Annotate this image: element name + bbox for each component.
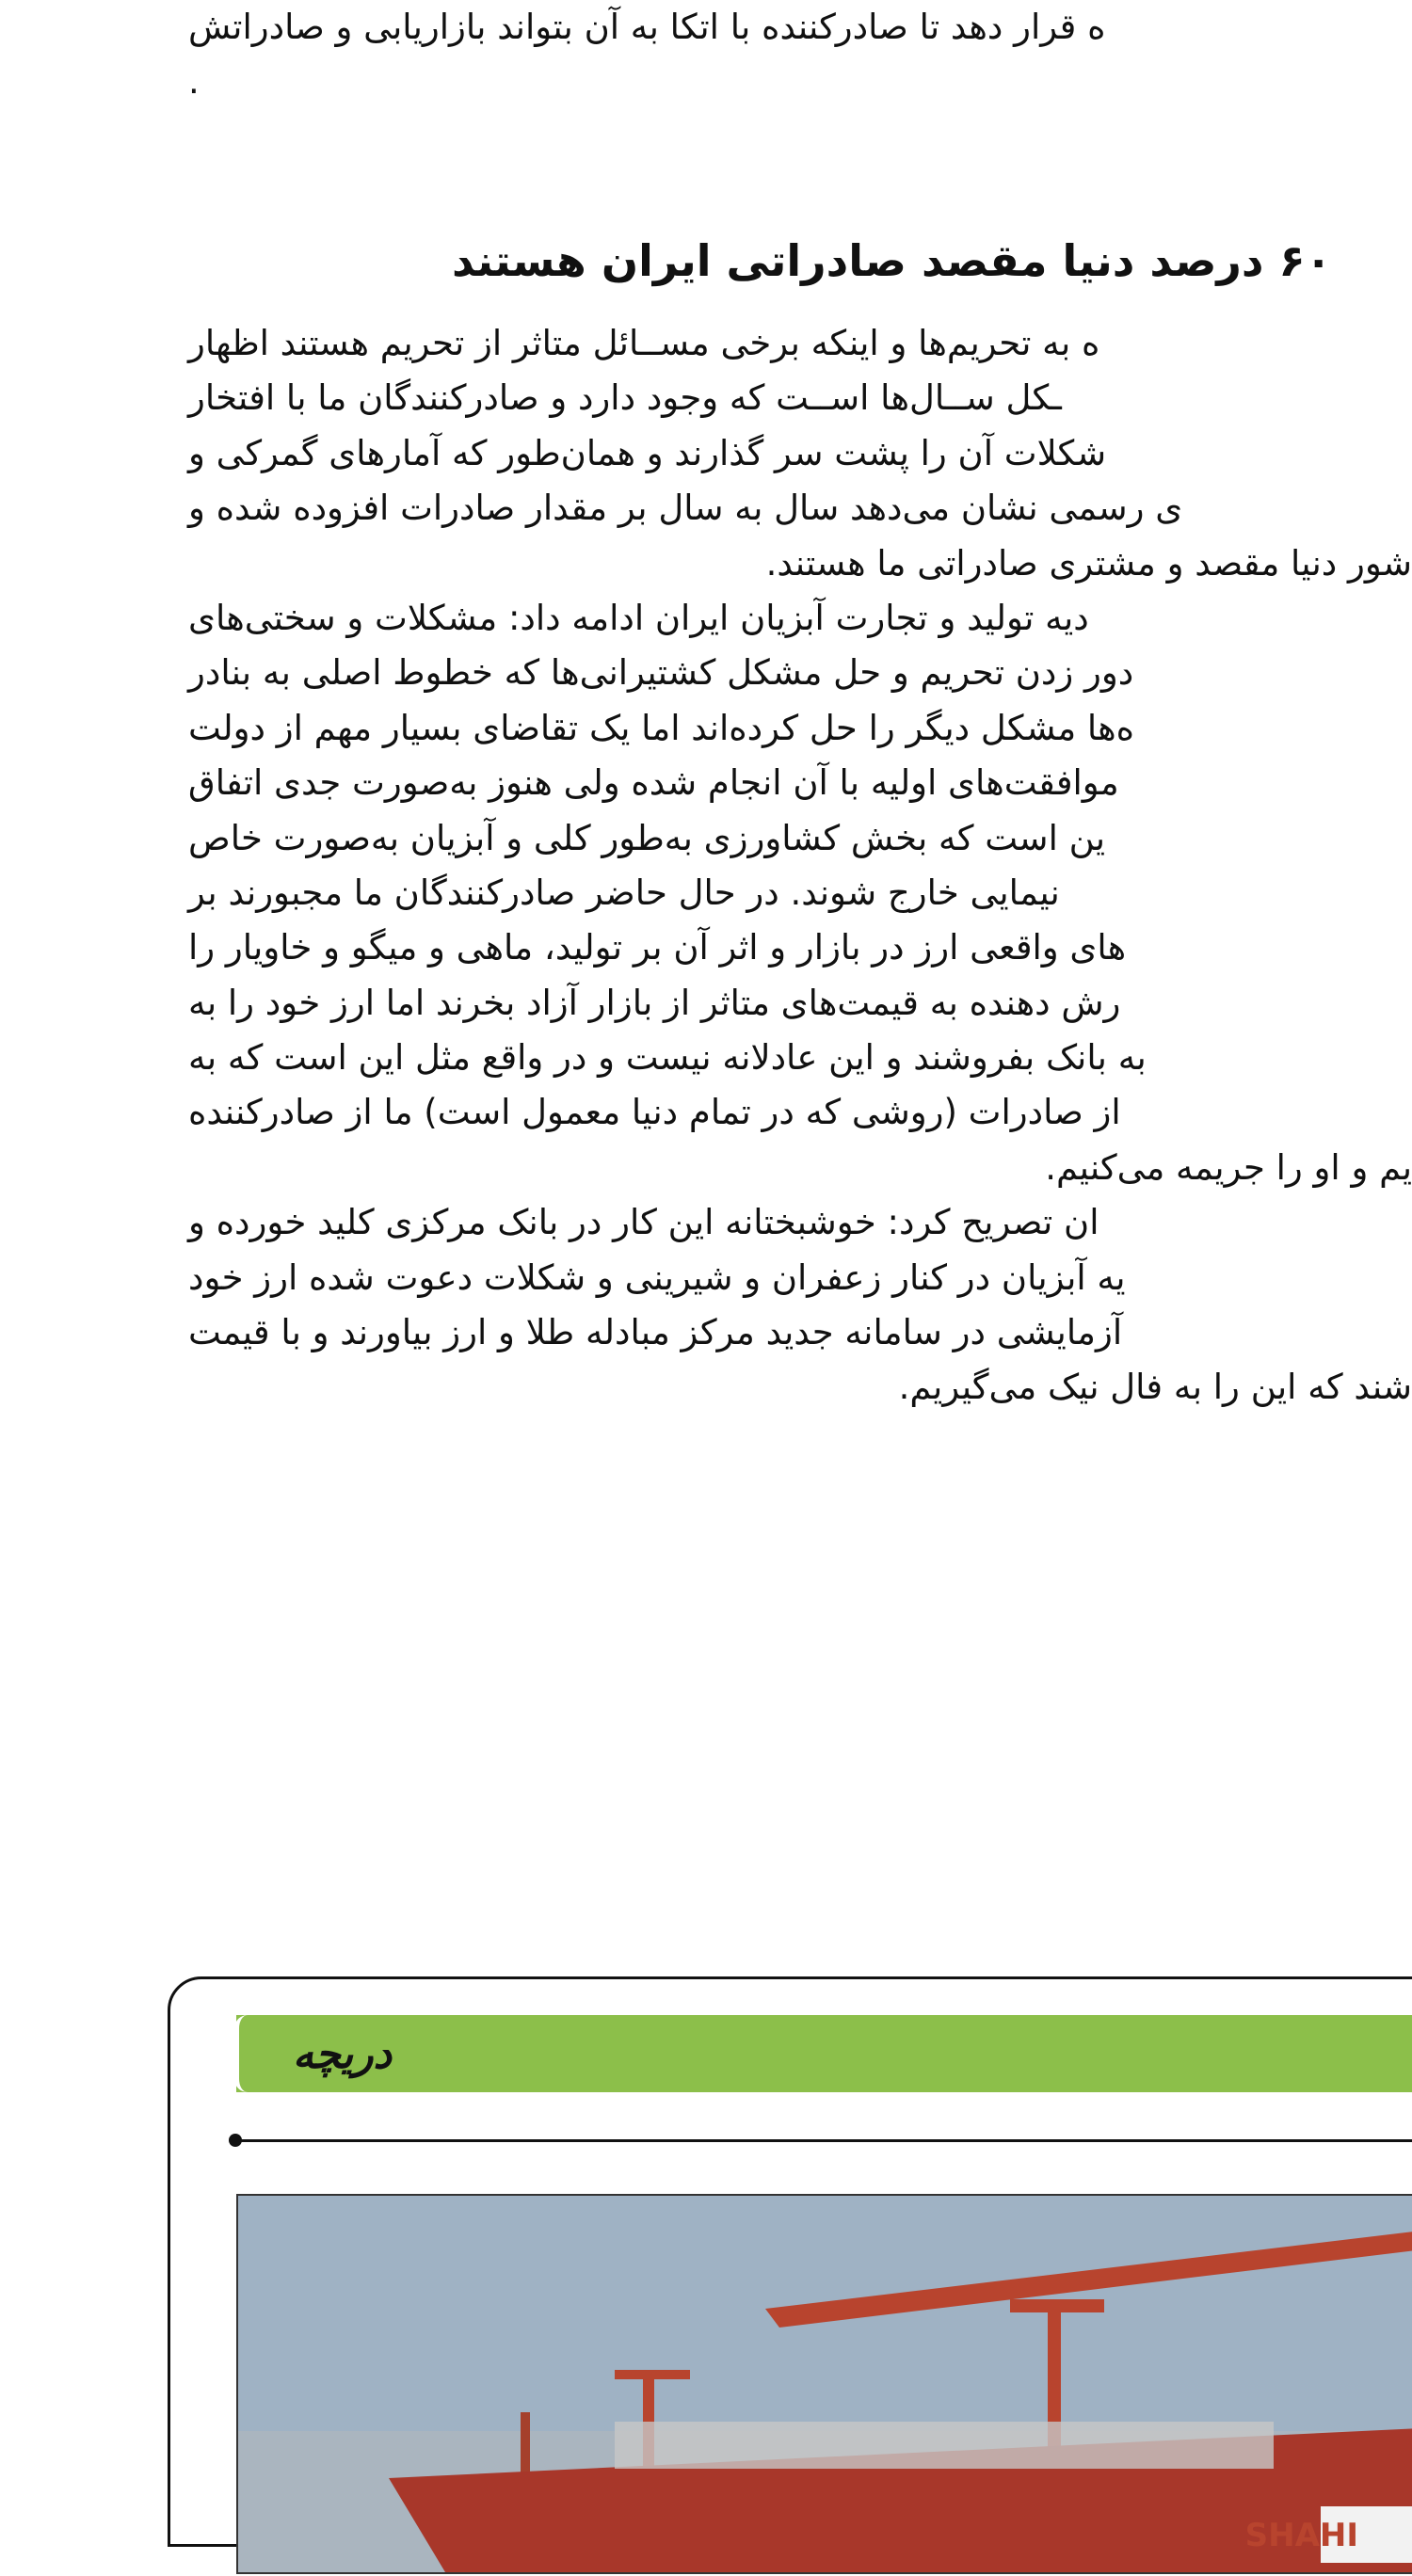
body-line: شور دنیا مقصد و مشتری صادراتی ما هستند. — [765, 542, 1412, 584]
body-line: ـکل ســال‌ها اســت که وجود دارد و صادرکنندگان ما با افتخار — [188, 377, 1062, 419]
sidebar-header-bar — [236, 2015, 1412, 2092]
intro-line-2: . — [188, 61, 200, 103]
intro-line-1: ه قرار دهد تا صادرکننده با اتکا به آن بتواند بازاریابی و صادراتش — [188, 7, 1106, 47]
sidebar-title: دریچه — [293, 2030, 393, 2078]
body-line: آزمایشی در سامانه جدید مرکز مبادله طلا و ارز بیاورند و با قیمت — [188, 1312, 1123, 1353]
section-heading: ۶۰ درصد دنیا مقصد صادراتی ایران هستند — [452, 235, 1332, 286]
body-line: از صادرات (روشی که در تمام دنیا معمول است) ما از صادرکننده — [188, 1092, 1121, 1133]
body-line: یم و او را جریمه می‌کنیم. — [1045, 1146, 1412, 1188]
body-line: ان تصریح کرد: خوشبختانه این کار در بانک مرکزی کلید خورده و — [188, 1202, 1099, 1243]
sidebar-rule — [236, 2139, 1412, 2142]
intro-paragraph — [188, 0, 1412, 110]
body-line: ین است که بخش کشاورزی به‌طور کلی و آبزیان به‌صورت خاص — [188, 817, 1106, 858]
body-line: نیمایی خارج شوند. در حال حاضر صادرکنندگان ما مجبورند بر — [188, 872, 1060, 913]
sidebar-header-tab — [234, 2015, 264, 2092]
body-line: ه‌ها مشکل دیگر را حل کرده‌اند اما یک تقاضای بسیار مهم از دولت — [188, 707, 1135, 748]
body-line: به بانک بفروشند و این عادلانه نیست و در واقع مثل این است که به — [188, 1037, 1147, 1079]
body-line: رش دهنده به قیمت‌های متاثر از بازار آزاد بخرند اما ارز خود را به — [188, 982, 1121, 1023]
body-line: دیه تولید و تجارت آبزیان ایران ادامه داد: مشکلات و سختی‌های — [188, 597, 1089, 638]
body-line: ه به تحریم‌ها و اینکه برخی مســائل متاثر از تحریم هستند اظهار — [188, 323, 1100, 363]
body-line: شکلات آن را پشت سر گذارند و همان‌طور که آمارهای گمرکی و — [188, 432, 1107, 473]
body-line: یه آبزیان در کنار زعفران و شیرینی و شکلات دعوت شده ارز خود — [188, 1256, 1126, 1298]
body-line: ی رسمی نشان می‌دهد سال به سال بر مقدار صادرات افزوده شده و — [188, 488, 1183, 529]
body-line: دور زدن تحریم و حل مشکل کشتیرانی‌ها که خطوط اصلی به بنادر — [188, 652, 1134, 694]
body-line: های واقعی ارز در بازار و اثر آن بر تولید، ماهی و میگو و خاویار را — [188, 927, 1127, 968]
ship-photo — [236, 2194, 1412, 2574]
body-line: شند که این را به فال نیک می‌گیریم. — [898, 1367, 1412, 1408]
ship-photo-illustration — [238, 2196, 1412, 2572]
body-line: موافقت‌های اولیه با آن انجام شده ولی هنوز به‌صورت جدی اتفاق — [188, 762, 1119, 804]
ship-name-text: SHAHI — [1244, 2517, 1358, 2554]
sidebar-box — [168, 1976, 1412, 2554]
body-paragraphs — [188, 316, 1412, 1416]
